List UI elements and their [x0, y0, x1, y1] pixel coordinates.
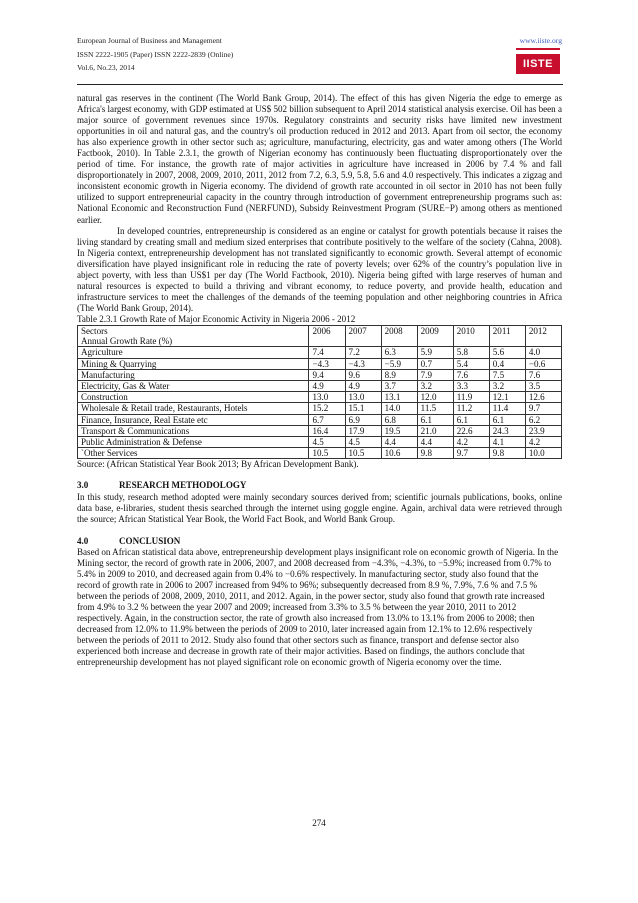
value-cell: 13.0: [345, 392, 381, 403]
table-row: [78, 347, 562, 358]
table-row: [78, 414, 562, 425]
value-cell: 14.0: [381, 403, 417, 414]
value-cell: 12.1: [489, 392, 525, 403]
sector-cell: Transport & Communications: [78, 425, 309, 436]
value-cell: 15.2: [309, 403, 345, 414]
header-label-growth: Annual Growth Rate (%): [81, 336, 173, 347]
value-cell: 21.0: [417, 425, 453, 436]
value-cell: 13.0: [309, 392, 345, 403]
value-cell: 5.6: [489, 347, 525, 358]
paragraph-2: In developed countries, entrepreneurship is considered as an engine or catalyst for growth potentials because it raises the living standard by creating small and medium sized enterprises that contribute positively to the welfare of the society (Cahna, 2008). In Nigeria context, entrepreneurship development has not translated significantly to economic growth. Several attempt of economic diversification have played insignificant role in reducing the rate of poverty levels; over 62% of the country’s population live in abject poverty, with less than US$1 per day (The World Factbook, 2010). Nigeria being gifted with large reserves of human and natural resources is expected to build a thriving and vibrant economy, to reduce poverty, and provide health, education and infrastructure services to meet the challenges of the demands of the teeming population and other neighboring countries in Africa (The World Bank Group, 2014).: [77, 225, 562, 313]
year-header: 2008: [381, 325, 417, 346]
value-cell: 7.6: [525, 369, 561, 380]
value-cell: 3.2: [489, 381, 525, 392]
sector-cell: Wholesale & Retail trade, Restaurants, Hotels: [78, 403, 309, 414]
table-row: [78, 403, 562, 414]
page-number: 274: [312, 818, 326, 828]
value-cell: 4.5: [345, 437, 381, 448]
header-rule: [77, 84, 563, 85]
value-cell: 6.9: [345, 414, 381, 425]
sector-cell: Construction: [78, 392, 309, 403]
volume-line: Vol.6, No.23, 2014: [77, 63, 135, 72]
value-cell: 9.7: [453, 448, 489, 459]
journal-url-link[interactable]: www.iiste.org: [519, 36, 562, 45]
value-cell: 6.1: [453, 414, 489, 425]
sector-cell: Manufacturing: [78, 369, 309, 380]
table-caption: Table 2.3.1 Growth Rate of Major Economic Activity in Nigeria 2006 - 2012: [77, 313, 356, 324]
value-cell: 6.1: [489, 414, 525, 425]
value-cell: 11.9: [453, 392, 489, 403]
sector-cell: Finance, Insurance, Real Estate etc: [78, 414, 309, 425]
value-cell: 0.7: [417, 358, 453, 369]
value-cell: 16.4: [309, 425, 345, 436]
value-cell: −5.9: [381, 358, 417, 369]
value-cell: 7.4: [309, 347, 345, 358]
table-row: [78, 381, 562, 392]
year-header: 2006: [309, 325, 345, 346]
value-cell: −0.6: [525, 358, 561, 369]
table-body: [78, 347, 562, 459]
section-4-title: CONCLUSION: [119, 535, 181, 546]
table-row: [78, 448, 562, 459]
value-cell: 6.8: [381, 414, 417, 425]
table-row: [78, 392, 562, 403]
value-cell: 8.9: [381, 369, 417, 380]
value-cell: 9.6: [345, 369, 381, 380]
value-cell: 4.9: [309, 381, 345, 392]
sector-cell: Public Administration & Defense: [78, 437, 309, 448]
value-cell: 6.7: [309, 414, 345, 425]
section-4-text: Based on African statistical data above, entrepreneurship development plays insignificant role on economic growth of Nigeria. In the Mining sector, the record of growth rate in 2006, 2007, and 2008 decreased from −4.3%, −4.3%, to −5.9%; increased from 0.7% to 5.4% in 2009 to 2010, and decreased again from 0.4% to −0.6% respectively. In manufacturing sector, study also found that the record of growth rate in 2006 to 2007 increased from 94% to 96%; subsequently decreased from 8.9 %, 7.9%, 7.6 % and 7.5 % between the periods of 2008, 2009, 2010, 2011, and 2012. Again, in the power sector, study also found that growth rate increased from 4.9% to 3.2 % between the year 2007 and 2009; increased from 3.3% to 3.5 % between the year 2010, 2011 to 2012 respectively. Again, in the construction sector, the rate of growth also increased from 13.0% to 13.1% from 2006 to 2008; then decreased from 12.0% to 11.9% between the periods of 2009 to 2010, later increased again from 12.1% to 12.6% respectively between the periods of 2011 to 2012. Study also found that other sectors such as finance, transport and defense sector also experienced both increase and decrease in growth rate of their major activities. Based on findings, the authors conclude that entrepreneurship development has not played significant role on economic growth of Nigeria economy over the time.: [77, 546, 559, 668]
value-cell: 3.5: [525, 381, 561, 392]
value-cell: 9.4: [309, 369, 345, 380]
value-cell: 3.2: [417, 381, 453, 392]
value-cell: 22.6: [453, 425, 489, 436]
journal-title: European Journal of Business and Management: [77, 36, 222, 45]
value-cell: 24.3: [489, 425, 525, 436]
value-cell: 10.6: [381, 448, 417, 459]
table-source: Source: (African Statistical Year Book 2013; By African Development Bank).: [77, 459, 359, 470]
value-cell: 7.9: [417, 369, 453, 380]
section-4-number: 4.0: [77, 535, 89, 546]
header-label-sectors: Sectors: [81, 325, 108, 336]
value-cell: 13.1: [381, 392, 417, 403]
logo-text: IISTE: [516, 54, 560, 74]
value-cell: 9.8: [417, 448, 453, 459]
table-header-sectors: [78, 325, 309, 346]
section-3-number: 3.0: [77, 480, 89, 491]
value-cell: 9.7: [525, 403, 561, 414]
issn-line: ISSN 2222-1905 (Paper) ISSN 2222-2839 (Online): [77, 50, 234, 59]
article-body: [77, 93, 562, 668]
value-cell: 7.2: [345, 347, 381, 358]
value-cell: 10.5: [309, 448, 345, 459]
sector-cell: Electricity, Gas & Water: [78, 381, 309, 392]
value-cell: 5.9: [417, 347, 453, 358]
sector-cell: `Other Services: [78, 448, 309, 459]
sector-cell: Agriculture: [78, 347, 309, 358]
value-cell: 11.2: [453, 403, 489, 414]
table-row: [78, 358, 562, 369]
value-cell: 7.6: [453, 369, 489, 380]
value-cell: 4.1: [489, 437, 525, 448]
value-cell: 10.5: [345, 448, 381, 459]
value-cell: 4.4: [417, 437, 453, 448]
iiste-logo: [516, 48, 560, 80]
value-cell: 12.0: [417, 392, 453, 403]
year-header: 2009: [417, 325, 453, 346]
year-header: 2012: [525, 325, 561, 346]
value-cell: 12.6: [525, 392, 561, 403]
section-3-text: In this study, research method adopted were mainly secondary sources derived from; scientific journals publications, books, online data base, e-libraries, student thesis searched through the internet using goggle engine. Again, archival data were retrieved through the source; African Statistical Year Book, the World Fact Book, and World Bank Group.: [77, 491, 562, 524]
value-cell: 0.4: [489, 358, 525, 369]
value-cell: 4.2: [525, 437, 561, 448]
value-cell: 11.4: [489, 403, 525, 414]
value-cell: 4.4: [381, 437, 417, 448]
paragraph-1: natural gas reserves in the continent (The World Bank Group, 2014). The effect of this has given Nigeria the edge to emerge as Africa's largest economy, with GDP estimated at US$ 502 billion subsequent to April 2014 statistical analysis exercise. Oil has been a major source of government revenues since 1970s. Regulatory constraints and security risks have limited new investment opportunities in oil and natural gas, and the country's oil production reduced in 2012 and 2013. Apart from oil sector, the economy has also experience growth in other sector such as; agriculture, manufacturing, electricity, gas and water among others (The World Factbook, 2010). In Table 2.3.1, the growth of Nigerian economy has continuously been fluctuating disproportionately over the period of time. For instance, the growth rate of major activities in agriculture have increased in 2006 by 7.4 % and fall disproportionately in 2007, 2008, 2009, 2010, 2011, 2012 from 7.2, 6.3, 5.9, 5.8, 5.6 and 4.0 respectively. This indicates a zigzag and inconsistent economic growth in Nigeria economy. The dividend of growth rate accounted in oil sector in 2010 has not been fully utilized to support entrepreneurial capacity in the country through introduction of government entrepreneurship programs such as: National Economic and Reconstruction Fund (NERFUND), Subsidy Reinvestment Program (SURE−P) among others as mentioned earlier.: [77, 93, 562, 225]
value-cell: 4.0: [525, 347, 561, 358]
year-header: 2011: [489, 325, 525, 346]
value-cell: 6.3: [381, 347, 417, 358]
table-header-row: [78, 325, 562, 346]
value-cell: −4.3: [309, 358, 345, 369]
table-row: [78, 425, 562, 436]
value-cell: 10.0: [525, 448, 561, 459]
value-cell: 3.7: [381, 381, 417, 392]
value-cell: 11.5: [417, 403, 453, 414]
value-cell: 23.9: [525, 425, 561, 436]
year-header: 2007: [345, 325, 381, 346]
value-cell: 6.1: [417, 414, 453, 425]
table-row: [78, 437, 562, 448]
value-cell: 3.3: [453, 381, 489, 392]
section-3-title: RESEARCH METHODOLOGY: [119, 480, 247, 491]
value-cell: 5.4: [453, 358, 489, 369]
value-cell: 17.9: [345, 425, 381, 436]
section-4-heading: [77, 536, 562, 547]
year-header: 2010: [453, 325, 489, 346]
value-cell: 5.8: [453, 347, 489, 358]
value-cell: 4.9: [345, 381, 381, 392]
table-row: [78, 369, 562, 380]
sector-cell: Mining & Quarrying: [78, 358, 309, 369]
value-cell: 15.1: [345, 403, 381, 414]
value-cell: 7.5: [489, 369, 525, 380]
growth-rate-table: [77, 325, 562, 459]
value-cell: −4.3: [345, 358, 381, 369]
value-cell: 6.2: [525, 414, 561, 425]
value-cell: 4.5: [309, 437, 345, 448]
value-cell: 4.2: [453, 437, 489, 448]
value-cell: 9.8: [489, 448, 525, 459]
value-cell: 19.5: [381, 425, 417, 436]
section-3-heading: [77, 480, 562, 491]
